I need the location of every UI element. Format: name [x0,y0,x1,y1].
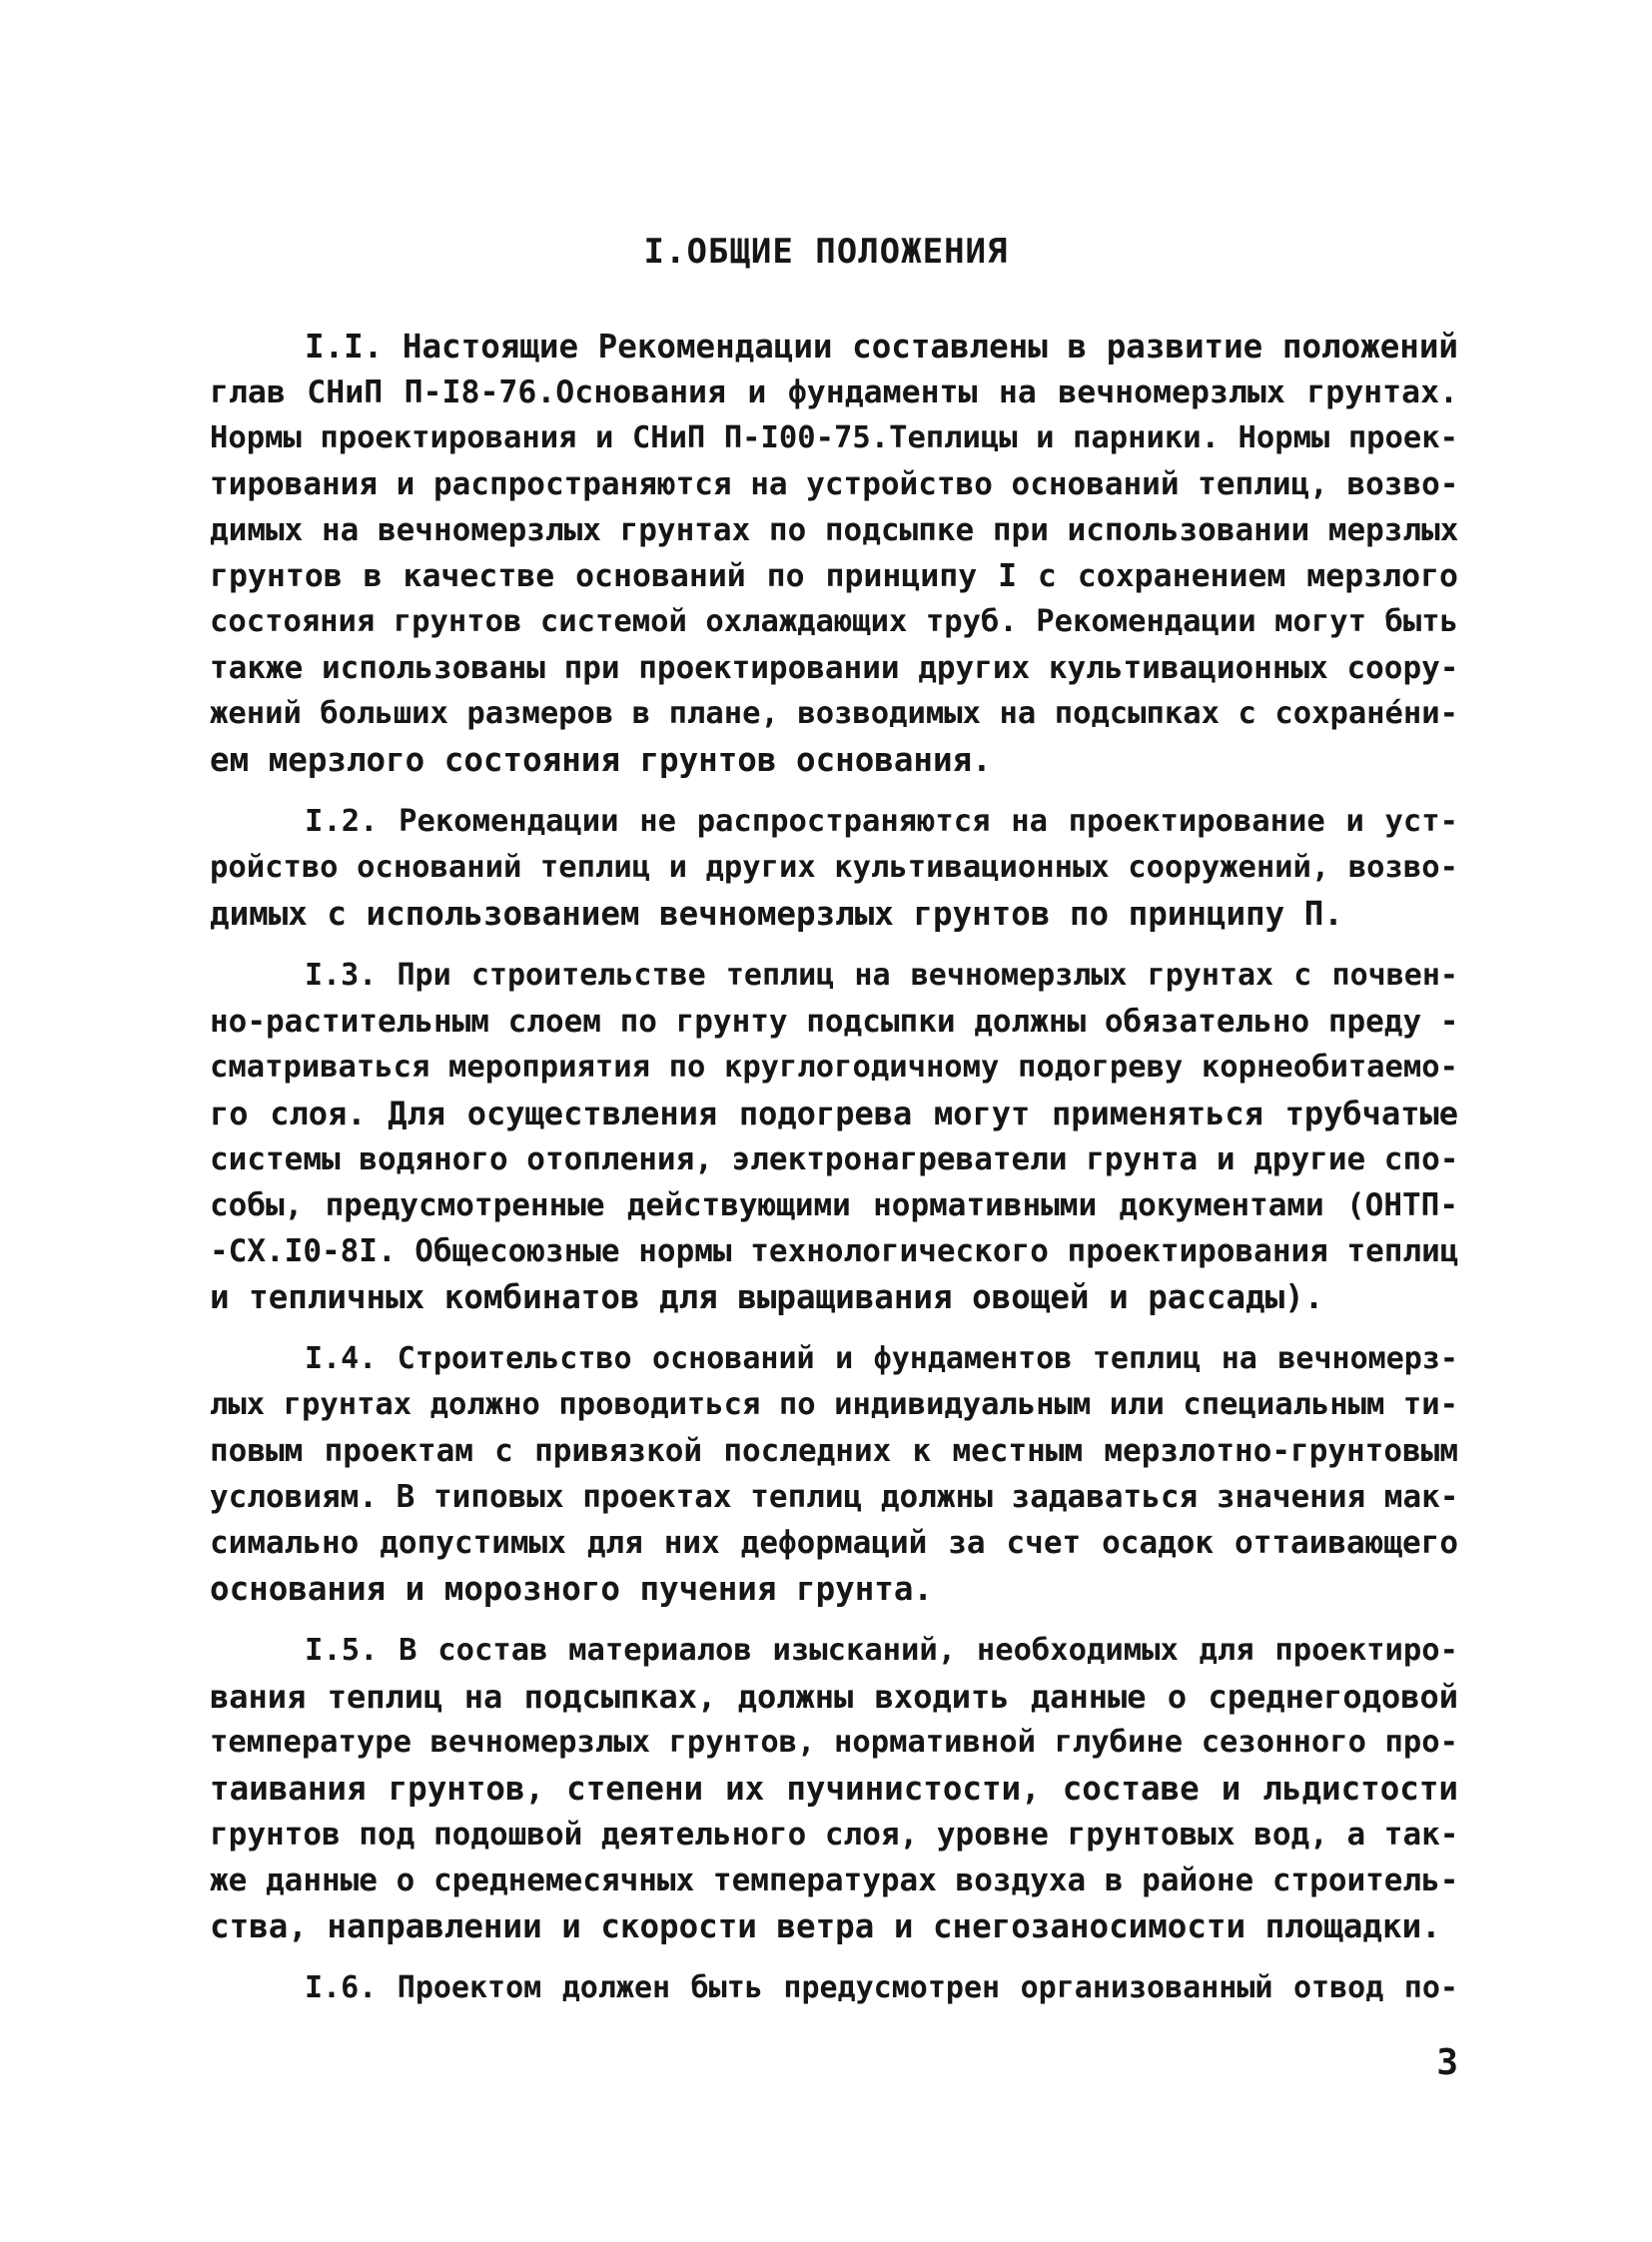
paragraph-1-3-line: го слоя. Для осуществления подогрева могут применяться трубчатые [210,1095,1458,1132]
paragraph-1-2-line: I.2. Рекомендации не распространяются на проектирование и уст- [305,804,1458,839]
paragraph-1-4-line: основания и морозного пучения грунта. [210,1570,933,1608]
paragraph-1-1-line: жений больших размеров в плане, возводимых на подсыпках с сохранéни- [210,696,1458,731]
paragraph-1-1-line: глав СНиП П-I8-76.Основания и фундаменты на вечномерзлых грунтах. [210,374,1458,410]
paragraph-1-4-line: повым проектам с привязкой последних к местным мерзлотно-грунтовым [210,1433,1458,1469]
paragraph-1-1-line: ем мерзлого состояния грунтов основания. [210,741,992,779]
paragraph-1-1-line: тирования и распространяются на устройство оснований теплиц, возво- [210,466,1459,502]
paragraph-1-5-line: I.5. В состав материалов изысканий, необходимых для проектиро- [305,1633,1458,1668]
section-heading: I.ОБЩИЕ ПОЛОЖЕНИЯ [643,232,1009,272]
paragraph-1-2-line: ройство оснований теплиц и других культивационных сооружений, возво- [210,850,1458,885]
paragraph-1-4-line: лых грунтах должно проводиться по индивидуальным или специальным ти- [210,1387,1458,1422]
page-number: 3 [1436,2042,1458,2083]
paragraph-1-3-line: собы, предусмотренные действующими нормативными документами (ОНТП- [210,1187,1458,1223]
paragraph-1-1-line: состояния грунтов системой охлаждающих труб. Рекомендации могут быть [210,604,1458,639]
paragraph-1-5-line: грунтов под подошвой деятельного слоя, уровне грунтовых вод, а так- [210,1817,1459,1853]
paragraph-1-5-line: температуре вечномерзлых грунтов, нормативной глубине сезонного про- [210,1725,1458,1760]
paragraph-1-1-line: I.I. Настоящие Рекомендации составлены в развитие положений [305,328,1458,366]
paragraph-1-5-line: таивания грунтов, степени их пучинистости, составе и льдистости [210,1770,1458,1808]
paragraph-1-3-line: и тепличных комбинатов для выращивания овощей и рассады). [210,1278,1324,1316]
paragraph-1-5-line: ства, направлении и скорости ветра и снегозаносимости площадки. [210,1907,1441,1945]
paragraph-1-3-line: -СХ.I0-8I. Общесоюзные нормы технологического проектирования теплиц [210,1233,1459,1269]
paragraph-1-4-line: симально допустимых для них деформаций за счет осадок оттаивающего [210,1525,1458,1561]
paragraph-1-6-line: I.6. Проектом должен быть предусмотрен организованный отвод по- [305,1970,1458,2005]
paragraph-1-4-line: I.4. Строительство оснований и фундаментов теплиц на вечномерз- [305,1341,1458,1376]
paragraph-1-1-line: Нормы проектирования и СНиП П-I00-75.Теплицы и парники. Нормы проек- [210,420,1458,455]
paragraph-1-3-line: сматриваться мероприятия по круглогодичному подогреву корнеобитаемо- [210,1050,1458,1085]
paragraph-1-2-line: димых с использованием вечномерзлых грунтов по принципу П. [210,895,1343,933]
paragraph-1-3-line: системы водяного отопления, электронагреватели грунта и другие спо- [210,1141,1459,1177]
paragraph-1-4-line: условиям. В типовых проектах теплиц должны задаваться значения мак- [210,1479,1459,1515]
paragraph-1-1-line: также использованы при проектировании других культивационных соору- [210,650,1459,686]
paragraph-1-5-line: же данные о среднемесячных температурах воздуха в районе строитель- [210,1863,1459,1898]
paragraph-1-5-line: вания теплиц на подсыпках, должны входить данные о среднегодовой [210,1678,1458,1716]
paragraph-1-1-line: грунтов в качестве оснований по принципу I с сохранением мерзлого [210,558,1458,594]
paragraph-1-1-line: димых на вечномерзлых грунтах по подсыпке при использовании мерзлых [210,512,1459,548]
paragraph-1-3-line: но-растительным слоем по грунту подсыпки должны обязательно преду - [210,1004,1459,1040]
paragraph-1-3-line: I.3. При строительстве теплиц на вечномерзлых грунтах с почвен- [305,958,1458,993]
